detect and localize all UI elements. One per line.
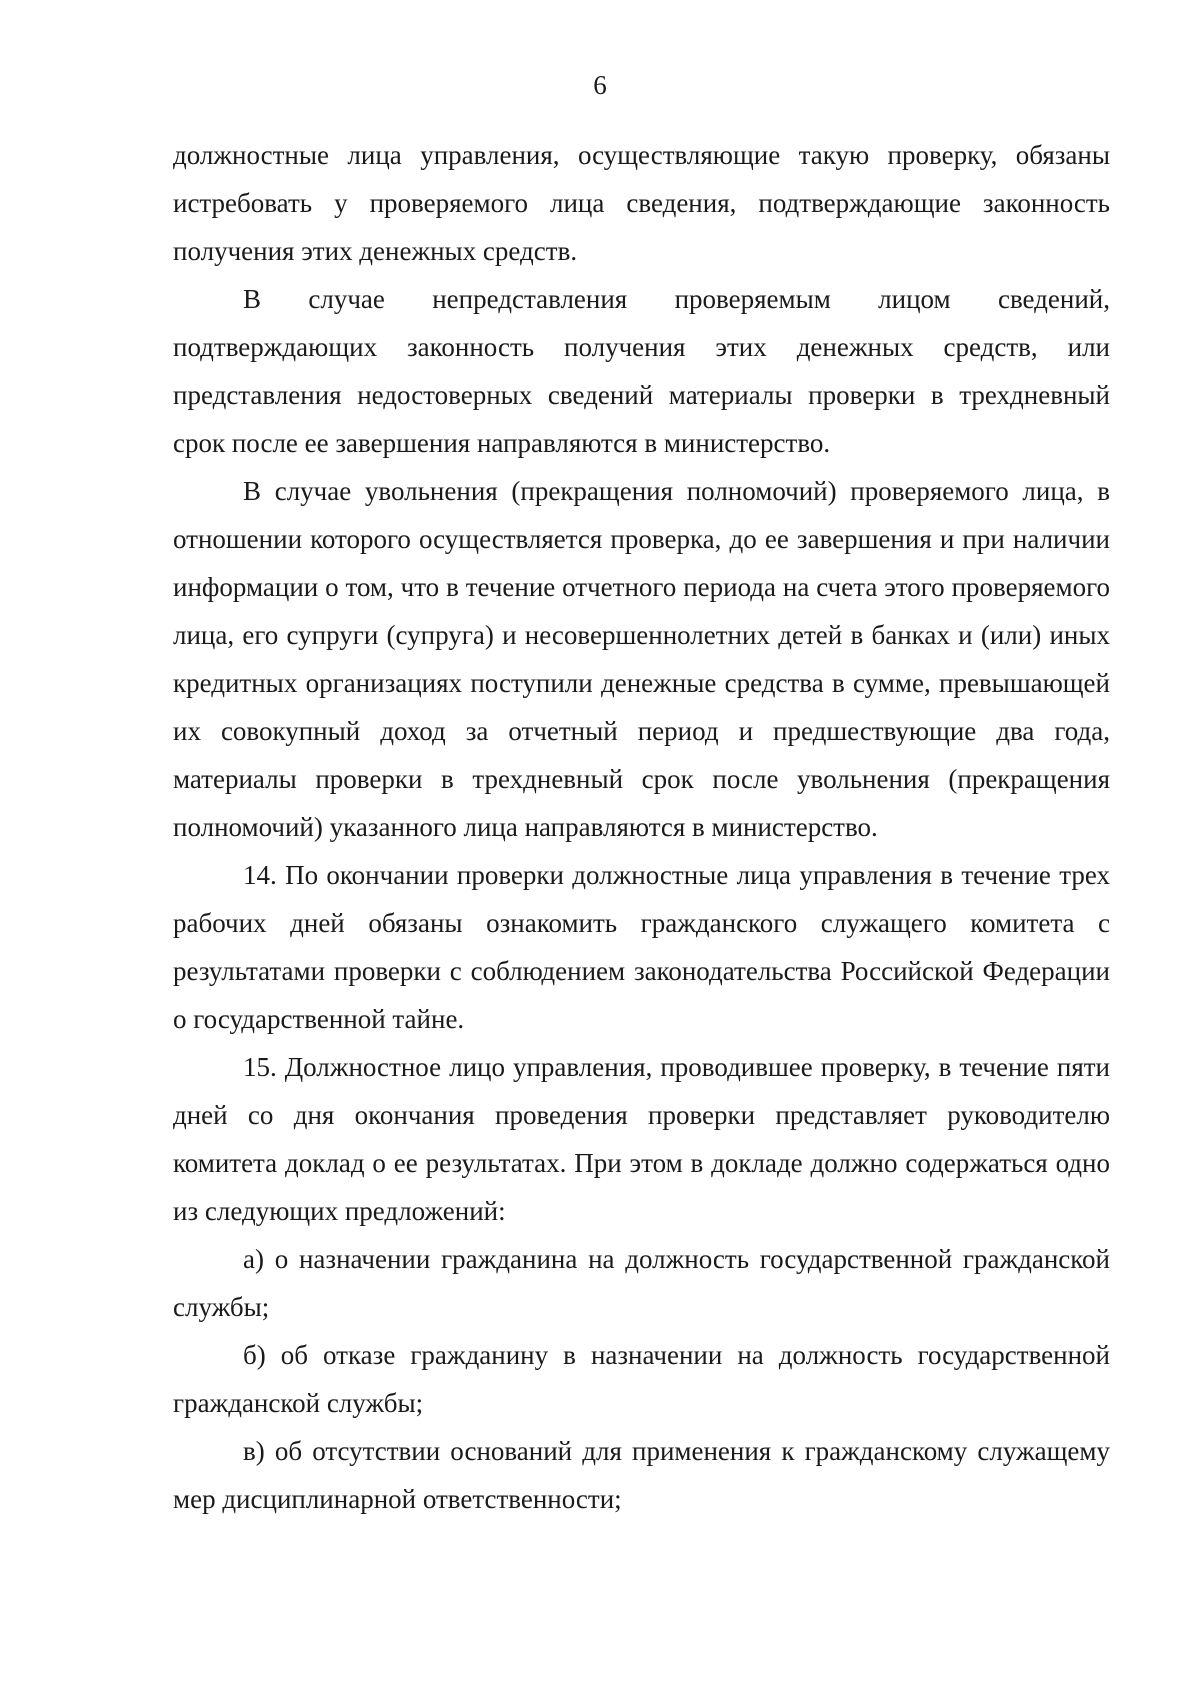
paragraph-item-15: 15. Должностное лицо управления, проводившее проверку, в течение пяти дней со дня окончания проведения проверки представляет руководителю комитета доклад о ее результатах. При этом в докладе должно содержаться одно из следующих предложений: xyxy=(173,1052,1110,1226)
document-body xyxy=(173,131,1110,1523)
page-number: 6 xyxy=(593,70,607,100)
paragraph-subitem-a: а) о назначении гражданина на должность государственной гражданской службы; xyxy=(173,1244,1110,1322)
paragraph-nonsubmission: В случае непредставления проверяемым лицом сведений, подтверждающих законность получения этих денежных средств, или представления недостоверных сведений материалы проверки в трехдневный срок после ее завершения направляются в министерство. xyxy=(173,284,1110,458)
paragraph-continuation: должностные лица управления, осуществляющие такую проверку, обязаны истребовать у проверяемого лица сведения, подтверждающие законность получения этих денежных средств. xyxy=(173,140,1110,266)
paragraph-subitem-v: в) об отсутствии оснований для применения к гражданскому служащему мер дисциплинарной ответственности; xyxy=(173,1436,1110,1514)
paragraph-subitem-b: б) об отказе гражданину в назначении на должность государственной гражданской службы; xyxy=(173,1340,1110,1418)
paragraph-dismissal: В случае увольнения (прекращения полномочий) проверяемого лица, в отношении которого осуществляется проверка, до ее завершения и при наличии информации о том, что в течение отчетного периода на счета этого проверяемого лица, его супруги (супруга) и несовершеннолетних детей в банках и (или) иных кредитных организациях поступили денежные средства в сумме, превышающей их совокупный доход за отчетный период и предшествующие два года, материалы проверки в трехдневный срок после увольнения (прекращения полномочий) указанного лица направляются в министерство. xyxy=(173,476,1110,842)
paragraph-item-14: 14. По окончании проверки должностные лица управления в течение трех рабочих дней обязаны ознакомить гражданского служащего комитета с результатами проверки с соблюдением законодательства Российской Федерации о государственной тайне. xyxy=(173,860,1110,1034)
